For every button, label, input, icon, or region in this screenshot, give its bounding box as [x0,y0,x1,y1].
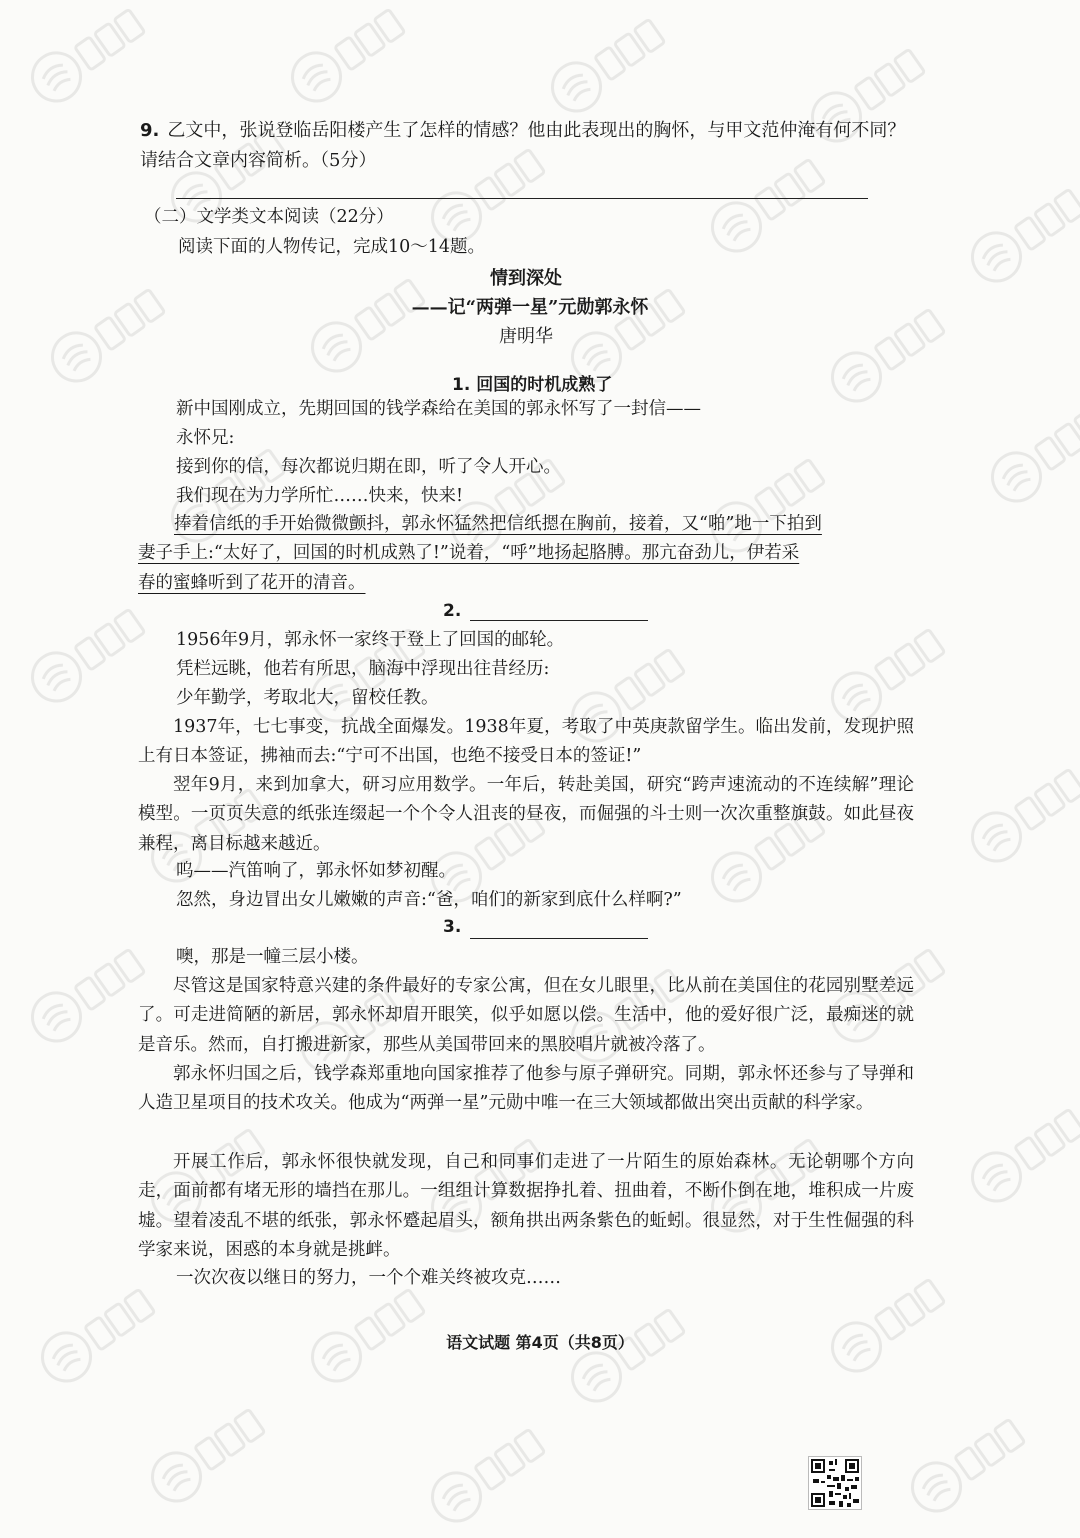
logo-watermark-icon [276,0,433,118]
part1-line: 新中国刚成立，先期回国的钱学森给在美国的郭永怀写了一封信—— [176,399,701,419]
logo-watermark-icon [536,0,693,128]
part3-paragraph: 开展工作后，郭永怀很快就发现，自己和同事们走进了一片陌生的原始森林。无论朝哪个方向走，面前都有堵无形的墙挡在那儿。一组组计算数据挣扎着、扭曲着，不断仆倒在地，堆积成一片废墟。望着凌乱不堪的纸张，郭永怀蹙起眉头，额角拱出两条紫色的蚯蚓。很显然，对于生性倔强的科学家来说，困惑的本身就是挑衅。 [138,1152,914,1260]
part2-paragraph: 翌年9月，来到加拿大，研习应用数学。一年后，转赴美国，研究“跨声速流动的不连续解”理论模型。一页页失意的纸张连缀起一个个令人沮丧的昼夜，而倔强的斗士则一次次重整旗鼓。如此昼夜兼程，离目标越来越近。 [138,775,914,854]
part3-paragraph: 一次次夜以继日的努力，一个个难关终被攻克…… [176,1268,561,1288]
question-number: 9. [140,120,160,141]
page-footer: 语文试题 第4页（共8页） [446,1333,634,1352]
part2-paragraph: 1956年9月，郭永怀一家终于登上了回国的邮轮。 [176,630,565,650]
part3-paragraph: 郭永怀归国之后，钱学森郑重地向国家推荐了他参与原子弹研究。同期，郭永怀还参与了导弹和人造卫星项目的技术攻关。他成为“两弹一星”元勋中唯一在三大领域都做出突出贡献的科学家。 [138,1064,914,1114]
logo-watermark-icon [816,1252,973,1387]
logo-watermark-icon [896,1392,1053,1527]
section-intro: 阅读下面的人物传记，完成10～14题。 [178,237,486,257]
part3-heading-blank[interactable] [470,938,648,939]
part1-heading: 1. 回国的时机成熟了 [452,375,613,395]
article-author: 唐明华 [499,326,553,347]
question-text: 乙文中，张说登临岳阳楼产生了怎样的情感？他由此表现出的胸怀，与甲文范仲淹有何不同？请结合文章内容简析。（5分） [140,120,906,171]
question-9 [140,116,920,176]
logo-watermark-icon [956,742,1080,877]
part2-paragraph: 1937年，七七事变，抗战全面爆发。1938年夏，考取了中英庚款留学生。临出发前，发现护照上有日本签证，拂袖而去:“宁可不出国，也绝不接受日本的签证!” [138,717,914,767]
part1-line: 我们现在为力学所忙……快来，快来! [176,486,464,506]
underlined-passage [138,510,918,598]
part3-paragraph: 尽管这是国家特意兴建的条件最好的专家公寓，但在女儿眼里，比从前在美国住的花园别墅差远了。可走进简陋的新居，郭永怀却眉开眼笑，似乎如愿以偿。生活中，他的爱好很广泛，最痴迷的就是音乐。然而，自打搬进新家，那些从美国带回来的黑胶唱片就被冷落了。 [138,976,914,1055]
qr-code-icon[interactable] [808,1456,862,1510]
part2-paragraph: 呜——汽笛响了，郭永怀如梦初醒。 [176,861,456,881]
article-subtitle: ——记“两弹一星”元勋郭永怀 [411,297,649,318]
logo-watermark-icon [976,382,1080,517]
article-title: 情到深处 [490,268,562,289]
logo-watermark-icon [136,1382,293,1517]
logo-watermark-icon [956,1082,1080,1217]
part2-heading-blank[interactable] [470,620,648,621]
part3-heading: 3. [443,917,462,937]
underlined-line: 捧着信纸的手开始微微颤抖，郭永怀猛然把信纸摁在胸前，接着，又“啪”地一下拍到 [174,514,822,534]
part1-line: 接到你的信，每次都说归期在即，听了令人开心。 [176,457,561,477]
part1-line: 永怀兄: [176,428,235,448]
logo-watermark-icon [416,1402,573,1537]
part3-paragraph: 噢，那是一幢三层小楼。 [176,947,369,967]
underlined-line: 春的蜜蜂听到了花开的清音。 [138,572,366,593]
answer-line[interactable] [176,198,868,199]
section-title: （二）文学类文本阅读（22分） [144,207,394,227]
underlined-line: 妻子手上:“太好了，回国的时机成熟了!”说着，“呼”地扬起胳膊。那亢奋劲儿，伊若采 [138,543,800,564]
logo-watermark-icon [16,0,173,118]
part2-paragraph: 忽然，身边冒出女儿嫩嫩的声音:“爸，咱们的新家到底什么样啊?” [176,890,682,910]
logo-watermark-icon [16,582,173,717]
part2-heading: 2. [443,601,462,621]
part2-paragraph: 凭栏远眺，他若有所思，脑海中浮现出往昔经历: [176,659,550,679]
part2-paragraph: 少年勤学，考取北大，留校任教。 [176,688,439,708]
